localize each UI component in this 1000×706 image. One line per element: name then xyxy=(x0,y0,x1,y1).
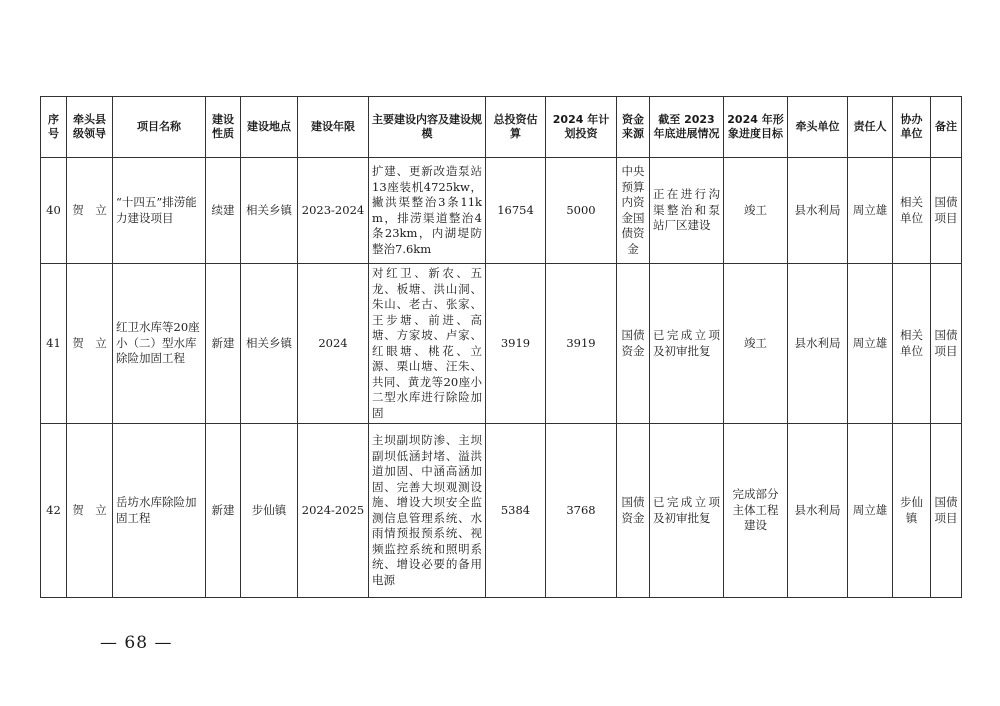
header-total-investment: 总投资估算 xyxy=(486,97,546,158)
table-row xyxy=(41,264,962,424)
cell-target: 完成部分主体工程建设 xyxy=(724,424,788,598)
cell-location: 相关乡镇 xyxy=(241,264,298,424)
cell-leader: 贺 立 xyxy=(67,424,113,598)
cell-location: 相关乡镇 xyxy=(241,158,298,264)
cell-content: 对红卫、新农、五龙、板塘、洪山洞、朱山、老古、张家、王步塘、前进、高塘、方家坡、卢家、红眼塘、桃花、立源、栗山塘、汪朱、共同、黄龙等20座小二型水库进行除险加固 xyxy=(369,264,486,424)
header-nature: 建设性质 xyxy=(206,97,241,158)
cell-target: 竣工 xyxy=(724,158,788,264)
cell-no: 41 xyxy=(41,264,67,424)
header-content: 主要建设内容及建设规模 xyxy=(369,97,486,158)
cell-nature: 续建 xyxy=(206,158,241,264)
cell-no: 40 xyxy=(41,158,67,264)
cell-total-investment: 3919 xyxy=(486,264,546,424)
cell-remark: 国债项目 xyxy=(931,424,962,598)
cell-co-unit: 相关单位 xyxy=(893,264,931,424)
header-target: 2024 年形象进度目标 xyxy=(724,97,788,158)
cell-co-unit: 相关单位 xyxy=(893,158,931,264)
header-row xyxy=(41,97,962,158)
cell-remark: 国债项目 xyxy=(931,158,962,264)
cell-progress: 已完成立项及初审批复 xyxy=(650,264,724,424)
cell-progress: 已完成立项及初审批复 xyxy=(650,424,724,598)
cell-nature: 新建 xyxy=(206,264,241,424)
header-progress: 截至 2023 年底进展情况 xyxy=(650,97,724,158)
cell-lead-unit: 县水利局 xyxy=(788,264,848,424)
cell-plan-2024: 3919 xyxy=(546,264,617,424)
cell-project-name: 红卫水库等20座小（二）型水库除险加固工程 xyxy=(113,264,206,424)
cell-period: 2023-2024 xyxy=(298,158,369,264)
cell-content: 主坝副坝防渗、主坝副坝低涵封堵、溢洪道加固、中涵高涵加固、完善大坝观测设施、增设大坝安全监测信息管理系统、水雨情预报预系统、视频监控系统和照明系统、增设必要的备用电源 xyxy=(369,424,486,598)
header-project-name: 项目名称 xyxy=(113,97,206,158)
cell-project-name: “十四五”排涝能力建设项目 xyxy=(113,158,206,264)
header-leader: 牵头县级领导 xyxy=(67,97,113,158)
cell-remark: 国债项目 xyxy=(931,264,962,424)
header-funding: 资金来源 xyxy=(617,97,650,158)
project-table xyxy=(40,96,962,598)
cell-plan-2024: 3768 xyxy=(546,424,617,598)
cell-funding: 中央预算内资金国债资金 xyxy=(617,158,650,264)
header-remark: 备注 xyxy=(931,97,962,158)
cell-person: 周立雄 xyxy=(848,264,893,424)
table-row xyxy=(41,424,962,598)
cell-nature: 新建 xyxy=(206,424,241,598)
cell-person: 周立雄 xyxy=(848,158,893,264)
cell-lead-unit: 县水利局 xyxy=(788,424,848,598)
header-plan-2024: 2024 年计划投资 xyxy=(546,97,617,158)
cell-no: 42 xyxy=(41,424,67,598)
cell-co-unit: 步仙镇 xyxy=(893,424,931,598)
header-period: 建设年限 xyxy=(298,97,369,158)
cell-progress: 正在进行沟渠整治和泵站厂区建设 xyxy=(650,158,724,264)
cell-period: 2024 xyxy=(298,264,369,424)
cell-target: 竣工 xyxy=(724,264,788,424)
cell-total-investment: 16754 xyxy=(486,158,546,264)
cell-content: 扩建、更新改造泵站13座装机4725kw，撇洪渠整治3条11km，排涝渠道整治4条23km，内湖堤防整治7.6km xyxy=(369,158,486,264)
cell-leader: 贺 立 xyxy=(67,264,113,424)
header-location: 建设地点 xyxy=(241,97,298,158)
cell-project-name: 岳坊水库除险加固工程 xyxy=(113,424,206,598)
cell-funding: 国债资金 xyxy=(617,424,650,598)
cell-total-investment: 5384 xyxy=(486,424,546,598)
header-co-unit: 协办单位 xyxy=(893,97,931,158)
header-lead-unit: 牵头单位 xyxy=(788,97,848,158)
cell-plan-2024: 5000 xyxy=(546,158,617,264)
table-row xyxy=(41,158,962,264)
cell-person: 周立雄 xyxy=(848,424,893,598)
cell-leader: 贺 立 xyxy=(67,158,113,264)
page-number: — 68 — xyxy=(100,633,173,653)
header-no: 序号 xyxy=(41,97,67,158)
cell-lead-unit: 县水利局 xyxy=(788,158,848,264)
header-person: 责任人 xyxy=(848,97,893,158)
cell-funding: 国债资金 xyxy=(617,264,650,424)
cell-location: 步仙镇 xyxy=(241,424,298,598)
cell-period: 2024-2025 xyxy=(298,424,369,598)
